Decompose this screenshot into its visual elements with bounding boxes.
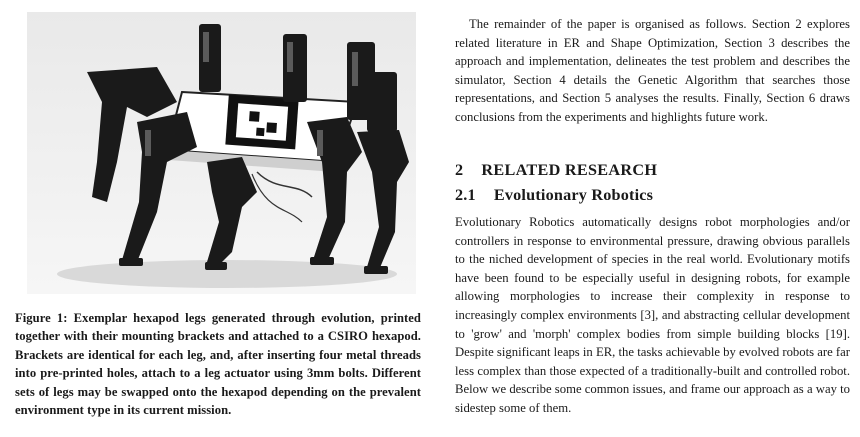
body-paragraph: Evolutionary Robotics automatically designs robot morphologies and/or controllers in response to environmental pressure, drawing obvious parallels to the niched development of species in the real world. Evolutionary motifs have been found to be especially useful in designing robots, for example allowing morphologies to increase their complexity in response to increasingly complex environments [3], and abstracting cellular development to 'grow' and 'morph' complex bodies from simple building blocks [19]. Despite significant leaps in ER, the tasks achievable by evolved robots are far less complex than those expected of a traditionally-built and controlled robot. Below we describe some common issues, and frame our approach as a way to sidestep some of them. [455,215,850,415]
intro-paragraph: The remainder of the paper is organised as follows. Section 2 explores related literature in ER and Shape Optimization, Section 3 describes the approach and implementation, delineates the test problem and describes the simulator, Section 4 details the Genetic Algorithm that searches those representations, and Section 5 analyses the results. Finally, Section 6 draws conclusions from the experiments and highlights future work. [455,17,850,124]
figure-caption: Figure 1: Exemplar hexapod legs generated through evolution, printed together with their mounting brackets and attached to a CSIRO hexapod. Brackets are identical for each leg, and, after inserting four metal threads into pre-printed holes, attach to a leg actuator using 3mm bolts. Different sets of legs may be swapped onto the hexapod depending on the prevalent environment type in its current mission. [15,311,421,418]
subsection-number: 2.1 [455,186,476,204]
section-number: 2 [455,161,464,179]
section-title: RELATED RESEARCH [481,161,658,179]
subsection-title: Evolutionary Robotics [493,186,654,204]
subsection-heading [455,186,653,205]
figure-photo [27,12,416,294]
section-heading [455,161,657,180]
hexapod-robot-image [27,12,416,294]
